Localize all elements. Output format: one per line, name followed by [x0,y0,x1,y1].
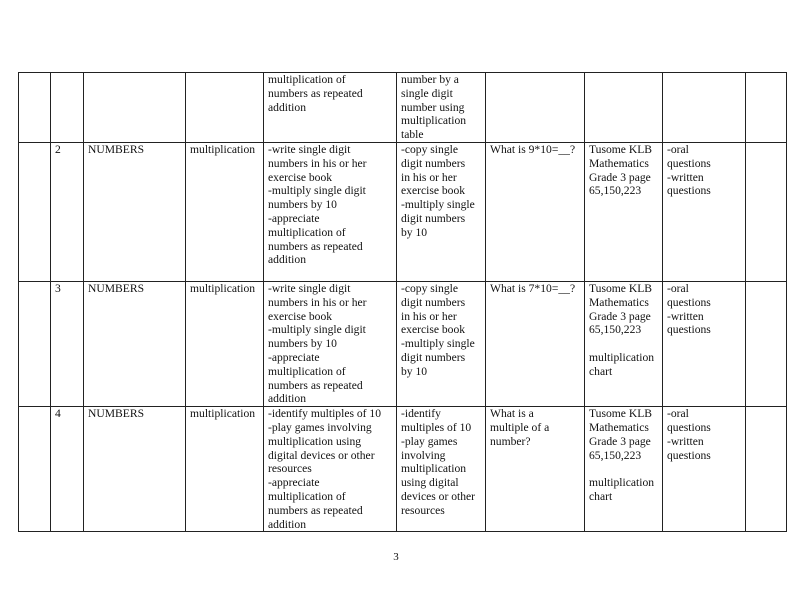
cell-experiences: -identify multiples of 10 -play games involving multiplication using digital devices or other resources [397,407,486,532]
cell-sub-strand: multiplication [186,142,264,281]
cell-remarks [746,73,787,143]
cell-blank [19,73,51,143]
cell-sub-strand: multiplication [186,407,264,532]
cell-remarks [746,142,787,281]
cell-no [51,73,84,143]
cell-outcomes: multiplication of numbers as repeated addition [264,73,397,143]
table-row [19,281,787,406]
cell-blank [19,407,51,532]
cell-assessment: -oral questions -written questions [663,281,746,406]
cell-strand: NUMBERS [84,142,186,281]
cell-blank [19,142,51,281]
cell-outcomes: -identify multiples of 10 -play games involving multiplication using digital devices or other resources -appreciate multiplication of numbers as repeated addition [264,407,397,532]
cell-remarks [746,407,787,532]
cell-assessment: -oral questions -written questions [663,142,746,281]
cell-outcomes: -write single digit numbers in his or her exercise book -multiply single digit numbers by 10 -appreciate multiplication of numbers as repeated addition [264,142,397,281]
cell-resources: Tusome KLB Mathematics Grade 3 page 65,150,223 multiplication chart [585,407,663,532]
cell-no: 2 [51,142,84,281]
cell-experiences: number by a single digit number using multiplication table [397,73,486,143]
cell-assessment: -oral questions -written questions [663,407,746,532]
cell-strand: NUMBERS [84,407,186,532]
cell-sub-strand: multiplication [186,281,264,406]
cell-strand: NUMBERS [84,281,186,406]
cell-experiences: -copy single digit numbers in his or her exercise book -multiply single digit numbers by 10 [397,142,486,281]
cell-inquiry: What is 7*10=__? [486,281,585,406]
cell-experiences: -copy single digit numbers in his or her exercise book -multiply single digit numbers by 10 [397,281,486,406]
cell-no: 3 [51,281,84,406]
page-number: 3 [393,551,399,563]
scheme-of-work-table [18,72,787,532]
cell-strand [84,73,186,143]
cell-resources: Tusome KLB Mathematics Grade 3 page 65,150,223 multiplication chart [585,281,663,406]
cell-resources: Tusome KLB Mathematics Grade 3 page 65,150,223 [585,142,663,281]
cell-outcomes: -write single digit numbers in his or her exercise book -multiply single digit numbers by 10 -appreciate multiplication of numbers as repeated addition [264,281,397,406]
cell-inquiry: What is 9*10=__? [486,142,585,281]
cell-assessment [663,73,746,143]
cell-inquiry: What is a multiple of a number? [486,407,585,532]
table-row [19,73,787,143]
cell-resources [585,73,663,143]
cell-remarks [746,281,787,406]
cell-inquiry [486,73,585,143]
cell-sub-strand [186,73,264,143]
table-row [19,407,787,532]
cell-no: 4 [51,407,84,532]
table-row [19,142,787,281]
cell-blank [19,281,51,406]
